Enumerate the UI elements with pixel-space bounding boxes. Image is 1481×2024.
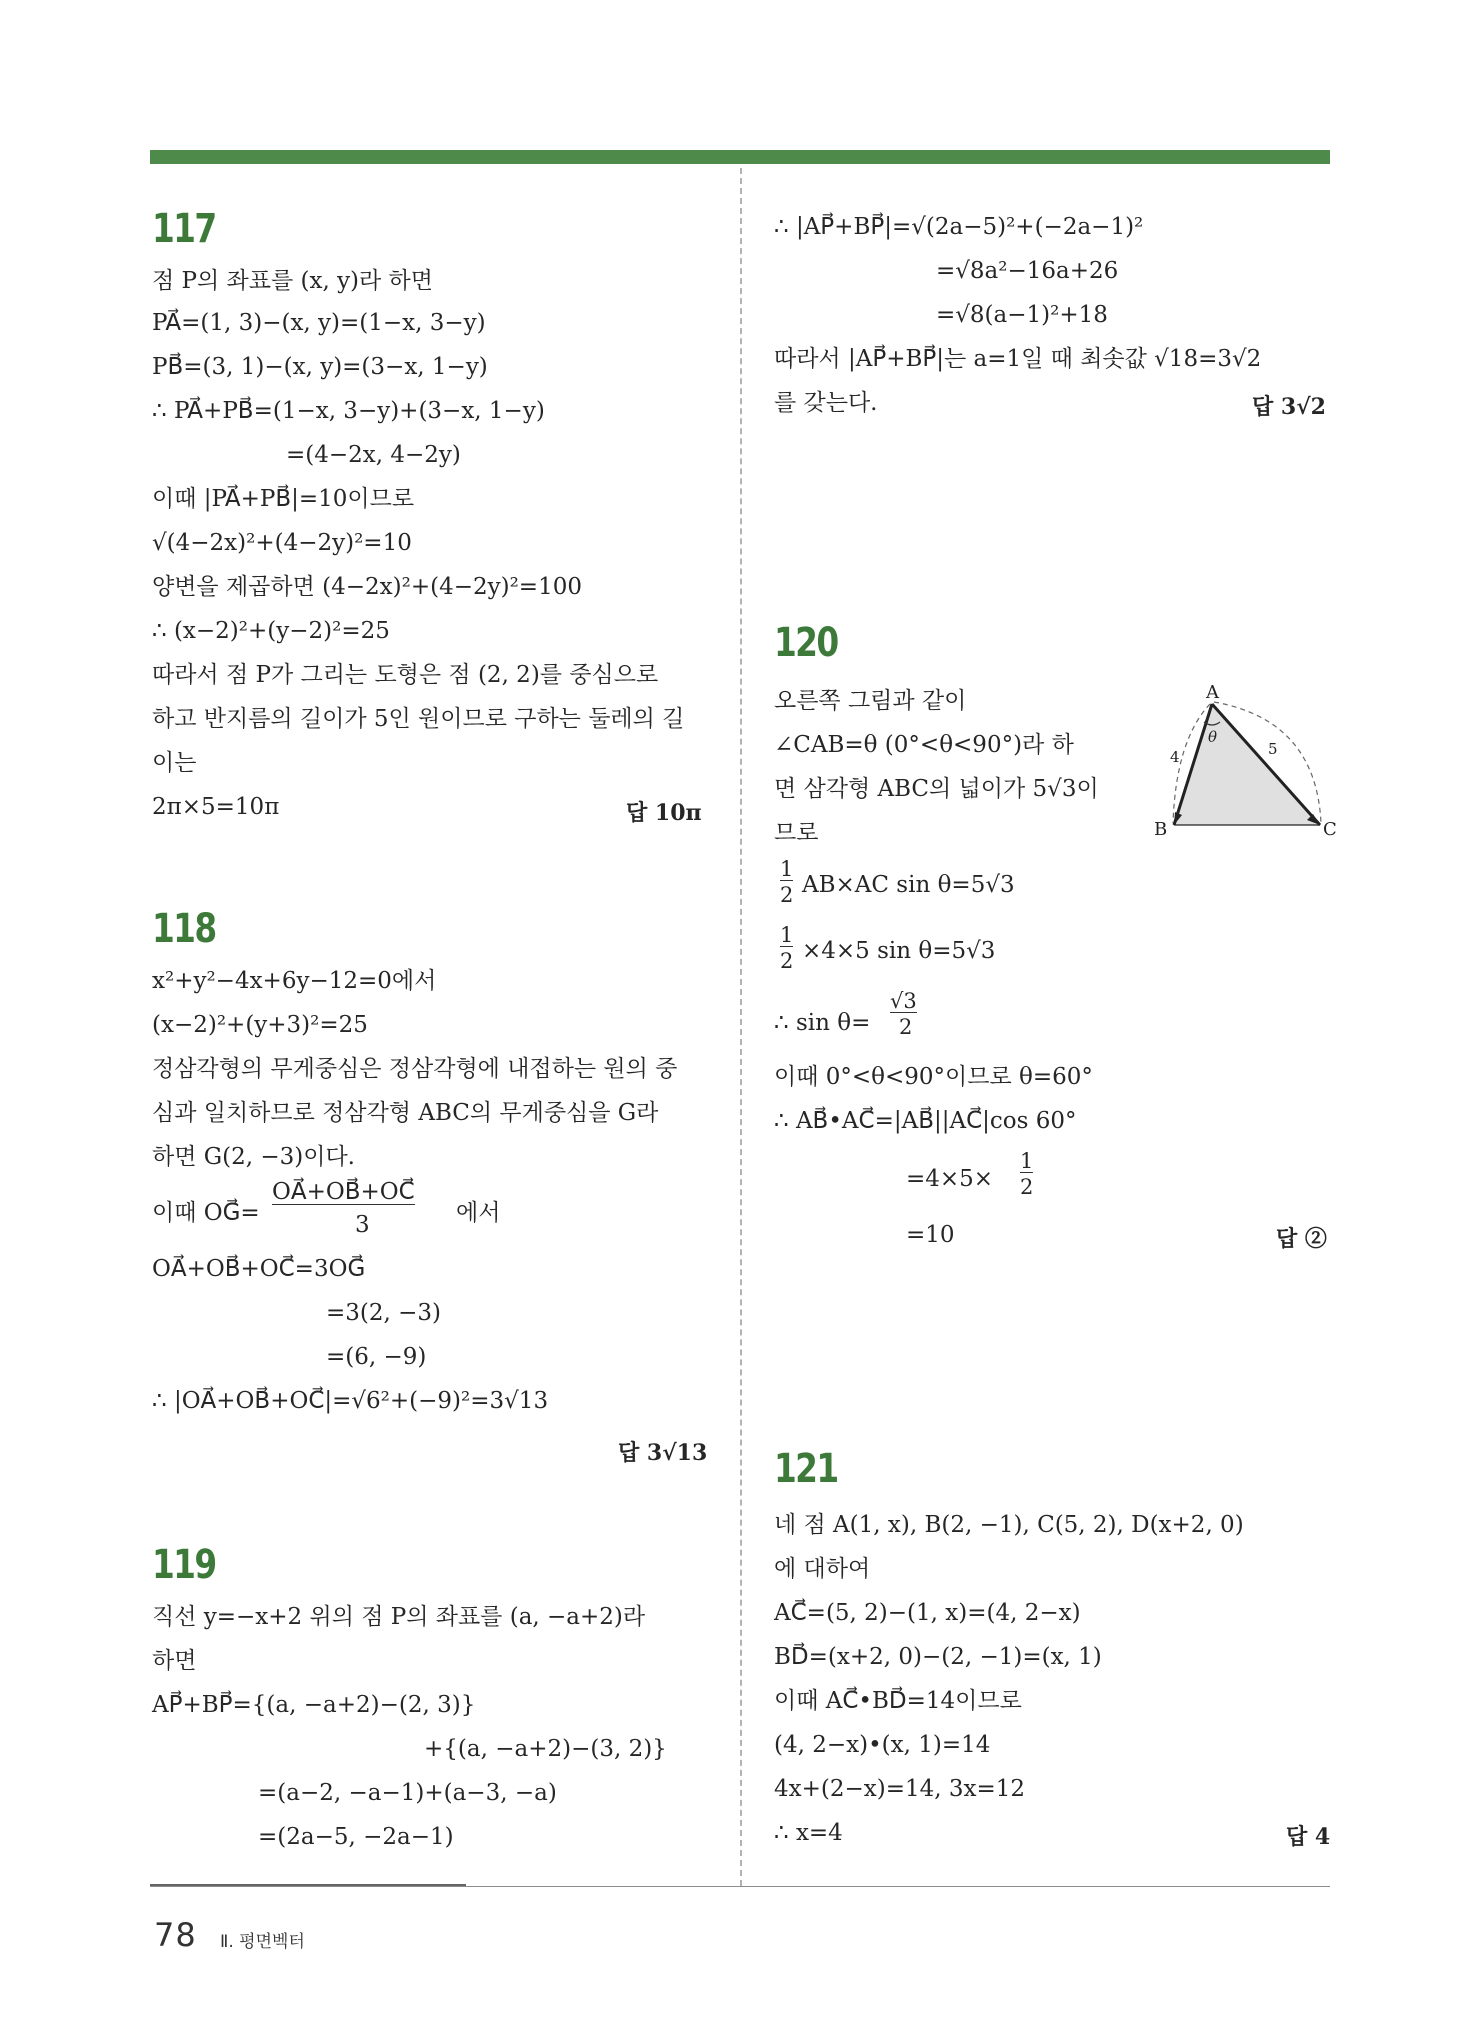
solution-line: 하면 <box>152 1648 197 1674</box>
fraction-numerator: √3 <box>890 989 917 1013</box>
label-theta: θ <box>1208 728 1218 746</box>
solution-line: ×4×5 sin θ=5√3 <box>802 938 996 964</box>
fraction-numerator: 1 <box>1020 1149 1034 1173</box>
solution-line: =√8(a−1)²+18 <box>936 302 1108 328</box>
solution-line: =4×5× <box>906 1166 994 1192</box>
fraction-numerator: 1 <box>780 923 794 947</box>
solution-line: 하고 반지름의 길이가 5인 원이므로 구하는 둘레의 길 <box>152 706 685 732</box>
solution-line: AB×AC sin θ=5√3 <box>802 872 1015 898</box>
answer: 답 ② <box>1276 1226 1327 1252</box>
solution-line: 면 삼각형 ABC의 넓이가 5√3이 <box>774 776 1099 802</box>
label-b: B <box>1154 819 1168 840</box>
footer-rule <box>150 1886 1330 1887</box>
solution-line: (x−2)²+(y+3)²=25 <box>152 1012 368 1038</box>
solution-line: 이는 <box>152 750 197 776</box>
solution-line: 직선 y=−x+2 위의 점 P의 좌표를 (a, −a+2)라 <box>152 1604 646 1630</box>
header-accent-bar <box>150 150 1330 164</box>
page-number: 78 <box>154 1916 197 1954</box>
solution-line: 므로 <box>774 820 819 846</box>
solution-line: =3(2, −3) <box>326 1300 442 1326</box>
fraction-denominator: 2 <box>780 883 794 907</box>
solution-line: ∴ sin θ= <box>774 1010 871 1036</box>
triangle-fill <box>1174 704 1320 825</box>
chapter-title: Ⅱ. 평면벡터 <box>220 1932 305 1952</box>
solution-line: √(4−2x)²+(4−2y)²=10 <box>152 530 412 556</box>
solution-line: =(a−2, −a−1)+(a−3, −a) <box>258 1780 557 1806</box>
solution-line: PA⃗=(1, 3)−(x, y)=(1−x, 3−y) <box>152 310 486 336</box>
solution-line: ∴ AB⃗•AC⃗=|AB⃗||AC⃗|cos 60° <box>774 1108 1077 1134</box>
solution-line: +{(a, −a+2)−(3, 2)} <box>424 1736 667 1762</box>
solution-line: AC⃗=(5, 2)−(1, x)=(4, 2−x) <box>774 1600 1081 1626</box>
solution-line: =(4−2x, 4−2y) <box>286 442 461 468</box>
answer: 답 3√13 <box>618 1440 708 1466</box>
fraction-denominator: 3 <box>355 1212 370 1238</box>
solution-line: ∴ x=4 <box>774 1820 843 1846</box>
solution-line: ∴ |AP⃗+BP⃗|=√(2a−5)²+(−2a−1)² <box>774 214 1144 240</box>
problem-number: 119 <box>152 1542 216 1588</box>
solution-line: ∠CAB=θ (0°<θ<90°)라 하 <box>774 732 1074 758</box>
fraction-numerator: OA⃗+OB⃗+OC⃗ <box>272 1179 415 1205</box>
solution-line: ∴ |OA⃗+OB⃗+OC⃗|=√6²+(−9)²=3√13 <box>152 1388 549 1414</box>
solution-line: 이때 AC⃗•BD⃗=14이므로 <box>774 1688 1022 1714</box>
solution-line: 점 P의 좌표를 (x, y)라 하면 <box>152 268 433 294</box>
label-a: A <box>1206 682 1219 703</box>
solution-line: 정삼각형의 무게중심은 정삼각형에 내접하는 원의 중 <box>152 1056 678 1082</box>
solution-line: AP⃗+BP⃗={(a, −a+2)−(2, 3)} <box>152 1692 476 1718</box>
solution-line: 를 갖는다. <box>774 390 878 416</box>
solution-line: 4x+(2−x)=14, 3x=12 <box>774 1776 1026 1802</box>
solution-line: 이때 0°<θ<90°이므로 θ=60° <box>774 1064 1093 1090</box>
solution-line: 따라서 |AP⃗+BP⃗|는 a=1일 때 최솟값 √18=3√2 <box>774 346 1262 372</box>
fraction-denominator: 2 <box>780 949 794 973</box>
solution-line: =(6, −9) <box>326 1344 427 1370</box>
solution-line: 에 대하여 <box>774 1556 871 1582</box>
solution-line: 이때 |PA⃗+PB⃗|=10이므로 <box>152 486 415 512</box>
solution-line: 따라서 점 P가 그리는 도형은 점 (2, 2)를 중심으로 <box>152 662 659 688</box>
solution-line: ∴ (x−2)²+(y−2)²=25 <box>152 618 390 644</box>
solution-line: 2π×5=10π <box>152 794 280 820</box>
solution-line: 심과 일치하므로 정삼각형 ABC의 무게중심을 G라 <box>152 1100 659 1126</box>
solution-line: =√8a²−16a+26 <box>936 258 1119 284</box>
solution-line: =(2a−5, −2a−1) <box>258 1824 454 1850</box>
solution-line: 이때 OG⃗= <box>152 1200 260 1226</box>
label-c: C <box>1323 819 1337 840</box>
solution-line: 에서 <box>456 1200 501 1226</box>
fraction-denominator: 2 <box>899 1015 913 1039</box>
answer: 답 10π <box>626 800 702 826</box>
answer: 답 4 <box>1286 1824 1331 1850</box>
triangle-figure <box>1140 680 1340 840</box>
column-divider <box>740 168 742 1886</box>
label-side-ac: 5 <box>1268 740 1278 758</box>
solution-line: (4, 2−x)•(x, 1)=14 <box>774 1732 991 1758</box>
solution-line: OA⃗+OB⃗+OC⃗=3OG⃗ <box>152 1256 366 1282</box>
fraction-numerator: 1 <box>780 857 794 881</box>
solution-line: =10 <box>906 1222 955 1248</box>
fraction-denominator: 2 <box>1020 1175 1034 1199</box>
problem-number: 117 <box>152 206 216 252</box>
solution-line: 양변을 제곱하면 (4−2x)²+(4−2y)²=100 <box>152 574 582 600</box>
solution-line: BD⃗=(x+2, 0)−(2, −1)=(x, 1) <box>774 1644 1102 1670</box>
answer: 답 3√2 <box>1252 394 1326 420</box>
problem-number: 120 <box>774 620 838 666</box>
solution-line: 네 점 A(1, x), B(2, −1), C(5, 2), D(x+2, 0) <box>774 1512 1244 1538</box>
solution-line: 오른쪽 그림과 같이 <box>774 688 967 714</box>
problem-number: 121 <box>774 1446 838 1492</box>
label-side-ab: 4 <box>1170 748 1180 766</box>
solution-line: x²+y²−4x+6y−12=0에서 <box>152 968 437 994</box>
problem-number: 118 <box>152 906 216 952</box>
solution-line: 하면 G(2, −3)이다. <box>152 1144 355 1170</box>
solution-line: PB⃗=(3, 1)−(x, y)=(3−x, 1−y) <box>152 354 488 380</box>
solution-line: ∴ PA⃗+PB⃗=(1−x, 3−y)+(3−x, 1−y) <box>152 398 545 424</box>
